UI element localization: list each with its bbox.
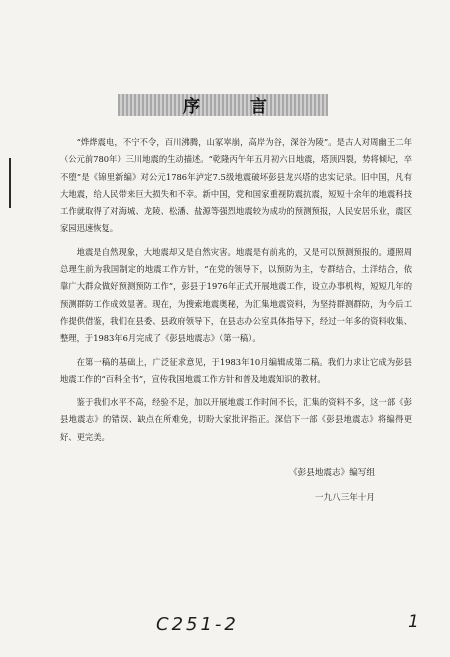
page-title: 序 言 (183, 97, 289, 117)
paragraph-4: 鉴于我们水平不高，经验不足，加以开展地震工作时间不长，汇集的资料不多，这一部《彭县地震志》的错误、缺点在所难免，切盼大家批评指正。深信下一部《彭县地震志》将编得更好、更完美。 (60, 397, 412, 442)
paragraph-3: 在第一稿的基础上，广泛征求意见，于1983年10月编辑成第二稿。我们力求让它成为彭县地震工作的“百科全书”，宣传我国地震工作方针和普及地震知识的教材。 (60, 356, 412, 384)
paragraph-1: “烨烨震电，不宁不令，百川沸腾，山冢崒崩，高岸为谷，深谷为陵”。是古人对周幽王二年（公元前780年）三川地震的生动描述。“乾隆丙午年五月初六日地震，塔顶四裂，势将倾圮，卒不堕”是《锦里新编》对公元1786年泸定7.5级地震破坏彭县龙兴塔的忠实记录。旧中国，凡有大地震，给人民带来巨大损失和不幸。新中国，党和国家重视防震抗震，短短十余年的地震科技工作就取得了对海城、龙陵、松潘、盐源等强烈地震较为成功的预测预报，人民安居乐业，震区家园迅速恢复。 (60, 137, 412, 234)
preface-body (60, 134, 412, 452)
signature-date: 一九八三年十月 (314, 493, 375, 503)
handwritten-catalog-number: C251-2 (156, 614, 239, 635)
page-number: 1 (408, 612, 419, 632)
binding-mark (9, 158, 11, 208)
signature-editor: 《彭县地震志》编写组 (289, 468, 375, 478)
paragraph-2: 地震是自然现象，大地震却又是自然灾害。地震是有前兆的，又是可以预测预报的。遵照周总理生前为我国制定的地震工作方针，“在党的领导下，以预防为主，专群结合，土洋结合，依靠广大群众做好预测预防工作”，彭县于1976年正式开展地震工作，设立办事机构，短短几年的预测群防工作成效显著。现在，为搜索地震奥秘，为汇集地震资料，为坚持群测群防，为今后工作提供借鉴，我们在县委、县政府领导下，在县志办公室具体指导下，经过一年多的资料收集、整理，于1983年6月完成了《彭县地震志》（第一稿）。 (60, 246, 412, 344)
